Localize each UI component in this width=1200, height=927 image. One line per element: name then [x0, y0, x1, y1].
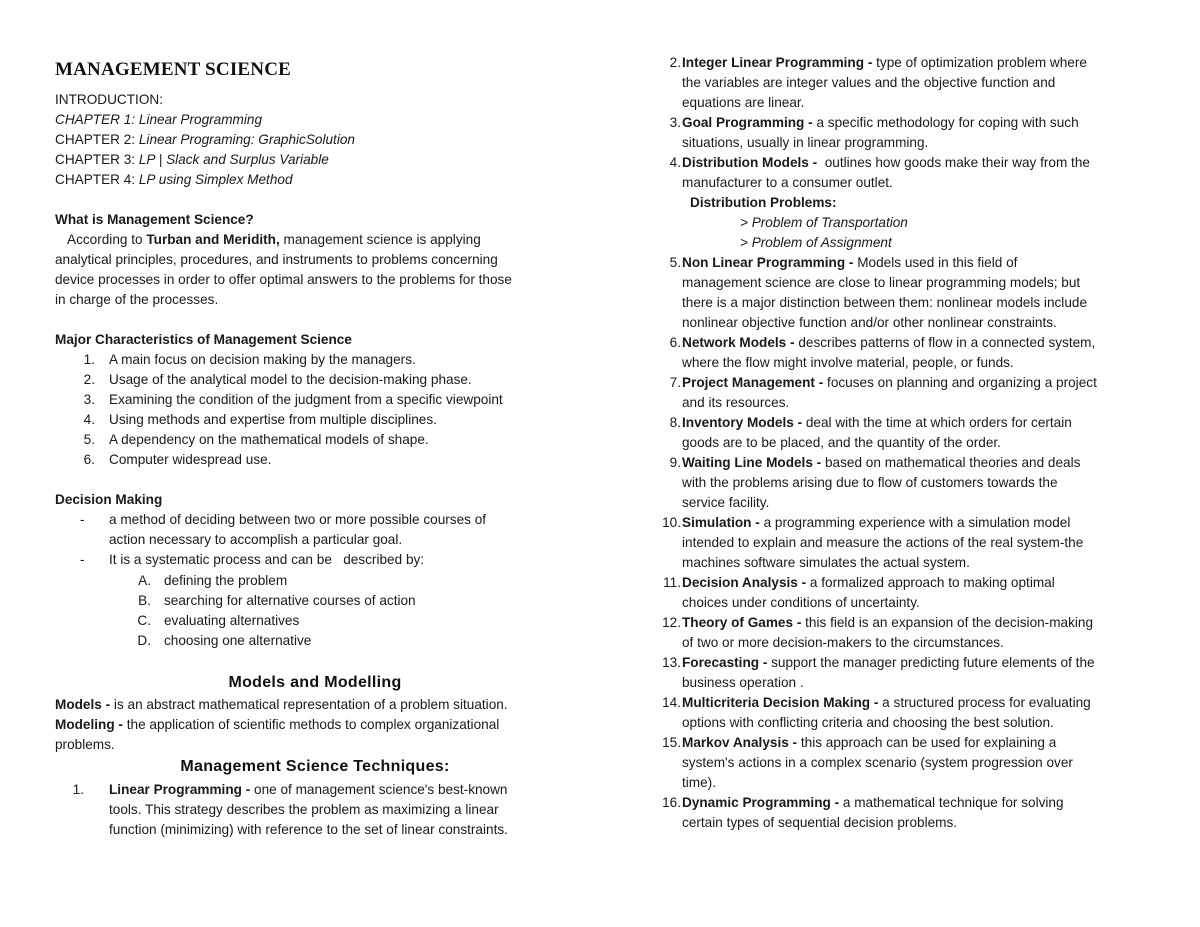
technique-item: [109, 780, 508, 800]
technique-item-cont: the variables are integer values and the objective function and: [682, 75, 1056, 90]
technique-item-cont: nonlinear objective function and/or other nonlinear constraints.: [682, 315, 1057, 330]
document-title: MANAGEMENT SCIENCE: [55, 59, 292, 80]
technique-description: a specific methodology for coping with such: [812, 115, 1079, 130]
bullet-dash: -: [80, 512, 85, 527]
technique-number: 4.: [669, 155, 681, 170]
toc-chapter-3: [55, 150, 329, 170]
list-number: 1.: [83, 352, 95, 367]
technique-description: outlines how goods make their way from the: [817, 155, 1090, 170]
technique-number: 14.: [662, 695, 681, 710]
list-number: 2.: [83, 372, 95, 387]
what-is-paragraph-line: [67, 230, 481, 250]
technique-number: 5.: [669, 255, 681, 270]
characteristic-item: A dependency on the mathematical models of shape.: [109, 432, 429, 447]
technique-item: [682, 733, 1056, 753]
technique-description: deal with the time at which orders for certain: [802, 415, 1072, 430]
technique-item-cont: choices under conditions of uncertainty.: [682, 595, 920, 610]
step-letter: B.: [138, 593, 151, 608]
toc-chapter-title: LP | Slack and Surplus Variable: [138, 152, 329, 167]
technique-item: [682, 253, 1017, 273]
decision-bullet-line: a method of deciding between two or more possible courses of: [109, 512, 487, 527]
technique-item-cont: equations are linear.: [682, 95, 805, 110]
characteristic-item: Computer widespread use.: [109, 452, 272, 467]
technique-item-cont: manufacturer to a consumer outlet.: [682, 175, 893, 190]
technique-item-cont: system's actions in a complex scenario (system progression over: [682, 755, 1073, 770]
technique-number: 15.: [662, 735, 681, 750]
decision-bullet-line: It is a systematic process and can be described by:: [109, 552, 425, 567]
technique-description: focuses on planning and organizing a project: [823, 375, 1097, 390]
technique-item: [682, 613, 1093, 633]
list-number: 5.: [83, 432, 95, 447]
technique-item: [682, 653, 1095, 673]
text-run: According to: [67, 232, 147, 247]
toc-chapter-4: [55, 170, 293, 190]
technique-name: Non Linear Programming -: [682, 255, 854, 270]
technique-item-cont: where the flow might involve material, people, or funds.: [682, 355, 1014, 370]
list-number: 4.: [83, 412, 95, 427]
technique-name: Goal Programming -: [682, 115, 813, 130]
characteristic-item: Usage of the analytical model to the decision-making phase.: [109, 372, 472, 387]
technique-number: 10.: [662, 515, 681, 530]
technique-number: 13.: [662, 655, 681, 670]
toc-chapter-label: CHAPTER 2:: [55, 132, 139, 147]
toc-chapter-2: [55, 130, 355, 150]
technique-description: a mathematical technique for solving: [839, 795, 1064, 810]
technique-item-cont: and its resources.: [682, 395, 790, 410]
technique-item-cont: time).: [682, 775, 716, 790]
technique-item: [682, 793, 1064, 813]
technique-name: Project Management -: [682, 375, 824, 390]
decision-making-heading: Decision Making: [55, 492, 163, 507]
technique-item: [682, 453, 1080, 473]
what-is-paragraph-line: device processes in order to offer optimal answers to the problems for those: [55, 272, 512, 287]
definition: the application of scientific methods to complex organizational: [122, 717, 500, 732]
technique-item-cont: options with conflicting criteria and choosing the best solution.: [682, 715, 1054, 730]
toc-chapter-label: CHAPTER 1:: [55, 112, 139, 127]
technique-name: Decision Analysis -: [682, 575, 807, 590]
author-names: Turban and Meridith,: [146, 232, 280, 247]
technique-item-cont: function (minimizing) with reference to the set of linear constraints.: [109, 822, 508, 837]
technique-number: 7.: [669, 375, 681, 390]
list-number: 6.: [83, 452, 95, 467]
what-is-paragraph-line: in charge of the processes.: [55, 292, 219, 307]
technique-description: support the manager predicting future elements of the: [767, 655, 1095, 670]
technique-item: [682, 333, 1095, 353]
technique-item: [682, 413, 1072, 433]
definition: is an abstract mathematical representation of a problem situation.: [110, 697, 508, 712]
technique-name: Multicriteria Decision Making -: [682, 695, 879, 710]
toc-chapter-title: Linear Programming: [138, 112, 263, 127]
technique-name: Inventory Models -: [682, 415, 803, 430]
what-is-paragraph-line: analytical principles, procedures, and instruments to problems concerning: [55, 252, 498, 267]
term: Models -: [55, 697, 111, 712]
step-letter: C.: [137, 613, 151, 628]
technique-item-cont: machines software simulates the actual system.: [682, 555, 970, 570]
toc-chapter-label: CHAPTER 4:: [55, 172, 139, 187]
technique-item-cont: of two or more decision-makers to the circumstances.: [682, 635, 1004, 650]
technique-item: [682, 53, 1087, 73]
technique-item-cont: intended to explain and measure the actions of the real system-the: [682, 535, 1084, 550]
technique-item-cont: management science are close to linear programming models; but: [682, 275, 1081, 290]
toc-introduction: INTRODUCTION:: [55, 92, 163, 107]
list-number: 3.: [83, 392, 95, 407]
technique-name: Markov Analysis -: [682, 735, 798, 750]
technique-name: Integer Linear Programming -: [682, 55, 873, 70]
decision-step: evaluating alternatives: [164, 613, 300, 628]
technique-description: based on mathematical theories and deals: [821, 455, 1081, 470]
decision-step: defining the problem: [164, 573, 288, 588]
technique-number: 2.: [669, 55, 681, 70]
toc-chapter-title: Linear Programing: GraphicSolution: [138, 132, 355, 147]
technique-item-cont: service facility.: [682, 495, 770, 510]
bullet-dash: -: [80, 552, 85, 567]
characteristic-item: Examining the condition of the judgment from a specific viewpoint: [109, 392, 503, 407]
characteristic-item: Using methods and expertise from multiple disciplines.: [109, 412, 437, 427]
technique-description: a structured process for evaluating: [878, 695, 1091, 710]
technique-item: [682, 113, 1079, 133]
technique-number: 6.: [669, 335, 681, 350]
modeling-definition-cont: problems.: [55, 737, 115, 752]
technique-item-cont: business operation .: [682, 675, 804, 690]
technique-number: 1.: [72, 782, 84, 797]
distribution-problems-heading: Distribution Problems:: [690, 195, 837, 210]
characteristic-item: A main focus on decision making by the managers.: [109, 352, 416, 367]
techniques-heading: Management Science Techniques:: [180, 758, 450, 775]
technique-name: Distribution Models -: [682, 155, 818, 170]
technique-number: 12.: [662, 615, 681, 630]
technique-item-cont: with the problems arising due to flow of customers towards the: [682, 475, 1058, 490]
decision-step: searching for alternative courses of action: [164, 593, 416, 608]
technique-description: a formalized approach to making optimal: [806, 575, 1055, 590]
technique-number: 16.: [662, 795, 681, 810]
technique-item: [682, 153, 1090, 173]
distribution-problem-item: > Problem of Transportation: [740, 215, 908, 230]
technique-item: [682, 693, 1091, 713]
technique-description: type of optimization problem where: [872, 55, 1087, 70]
technique-item: [682, 373, 1097, 393]
technique-description: Models used in this field of: [853, 255, 1018, 270]
step-letter: D.: [137, 633, 151, 648]
technique-number: 11.: [663, 575, 681, 590]
toc-chapter-1: [55, 110, 262, 130]
technique-number: 9.: [669, 455, 681, 470]
technique-name: Linear Programming -: [109, 782, 251, 797]
technique-item-cont: there is a major distinction between them: nonlinear models include: [682, 295, 1088, 310]
technique-name: Theory of Games -: [682, 615, 802, 630]
technique-description: this approach can be used for explaining a: [797, 735, 1057, 750]
characteristics-heading: Major Characteristics of Management Science: [55, 332, 352, 347]
technique-number: 8.: [669, 415, 681, 430]
term: Modeling -: [55, 717, 123, 732]
distribution-problem-item: > Problem of Assignment: [740, 235, 892, 250]
technique-description: this field is an expansion of the decision-making: [801, 615, 1094, 630]
technique-description: one of management science's best-known: [250, 782, 508, 797]
technique-name: Forecasting -: [682, 655, 768, 670]
decision-step: choosing one alternative: [164, 633, 312, 648]
technique-name: Network Models -: [682, 335, 795, 350]
what-is-heading: What is Management Science?: [55, 212, 254, 227]
technique-name: Dynamic Programming -: [682, 795, 840, 810]
toc-chapter-label: CHAPTER 3:: [55, 152, 139, 167]
technique-name: Simulation -: [682, 515, 760, 530]
step-letter: A.: [138, 573, 151, 588]
technique-item-cont: certain types of sequential decision problems.: [682, 815, 958, 830]
modeling-definition: [55, 715, 499, 735]
models-definition: [55, 695, 508, 715]
decision-bullet-line: action necessary to accomplish a particular goal.: [109, 532, 403, 547]
technique-name: Waiting Line Models -: [682, 455, 822, 470]
technique-item-cont: goods are to be placed, and the quantity of the order.: [682, 435, 1001, 450]
models-heading: Models and Modelling: [228, 674, 402, 691]
technique-item: [682, 513, 1070, 533]
technique-item-cont: tools. This strategy describes the problem as maximizing a linear: [109, 802, 499, 817]
technique-number: 3.: [669, 115, 681, 130]
toc-chapter-title: LP using Simplex Method: [138, 172, 293, 187]
technique-item-cont: situations, usually in linear programming.: [682, 135, 929, 150]
text-run: management science is applying: [279, 232, 481, 247]
technique-item: [682, 573, 1055, 593]
technique-description: describes patterns of flow in a connected system,: [794, 335, 1096, 350]
technique-description: a programming experience with a simulation model: [759, 515, 1071, 530]
